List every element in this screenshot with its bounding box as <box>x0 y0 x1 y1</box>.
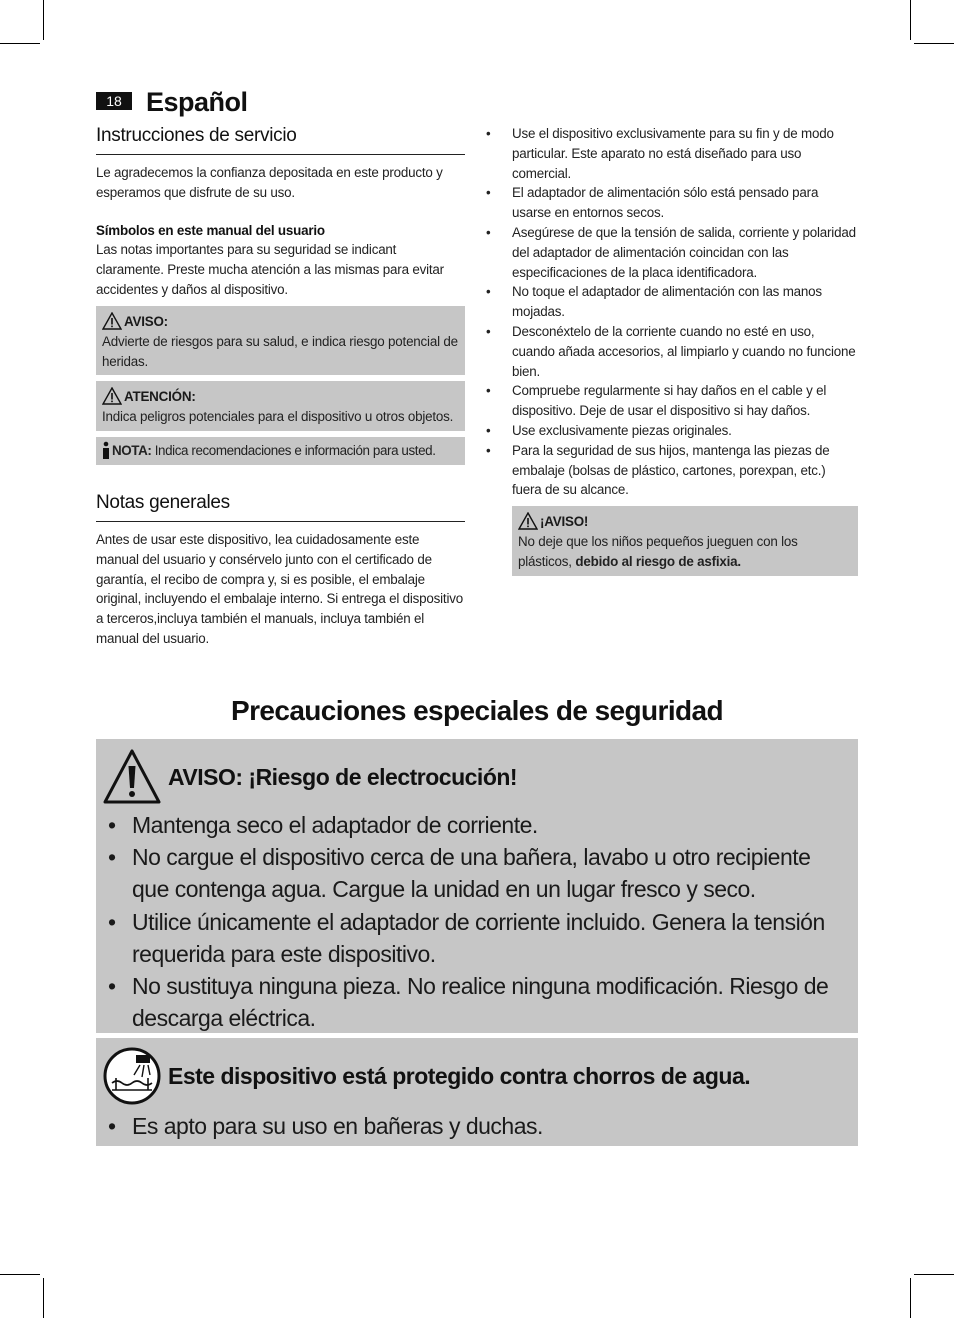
crop-mark <box>914 43 954 44</box>
precauciones-title: Precauciones especiales de seguridad <box>231 695 723 726</box>
electrocution-list <box>102 809 852 1034</box>
children-warning-label: ¡AVISO! <box>540 514 589 530</box>
warning-triangle-icon <box>102 748 162 806</box>
symbols-text: Las notas importantes para su seguridad se indicant claramente. Preste mucha atención a las mismas para evitar accidentes y daños al dispositivo. <box>96 242 444 297</box>
warning-triangle-icon <box>102 387 122 405</box>
safety-list <box>486 124 858 500</box>
water-protection-box <box>96 1038 858 1146</box>
crop-mark <box>910 0 911 40</box>
list-item: • Use exclusivamente piezas originales. <box>486 422 732 438</box>
nota-text: Indica recomendaciones e información para usted. <box>154 443 436 459</box>
right-column <box>486 124 858 576</box>
list-item: • Para la seguridad de sus hijos, mantenga las piezas de embalaje (bolsas de plástico, cartones, porexpan, etc.) fuera de su alcance. <box>486 442 830 498</box>
aviso-text: Advierte de riesgos para su salud, e indica riesgo potencial de heridas. <box>102 333 458 369</box>
water-protection-list <box>102 1110 852 1142</box>
symbols-title: Símbolos en este manual del usuario <box>96 222 325 238</box>
children-warning-box <box>512 506 858 576</box>
section-title-instrucciones: Instrucciones de servicio <box>96 124 465 155</box>
children-warning-text: No deje que los niños pequeños jueguen con los plásticos, <box>518 534 798 569</box>
list-item: • Desconéxtelo de la corriente cuando no esté en uso, cuando añada accesorios, al limpiarlo y cuando no funcione bien. <box>486 323 856 379</box>
electrocution-title: AVISO: ¡Riesgo de electrocución! <box>168 763 518 790</box>
aviso-label: AVISO: <box>124 313 168 329</box>
water-jet-protection-icon <box>102 1045 162 1107</box>
notas-text: Antes de usar este dispositivo, lea cuidadosamente este manual del usuario y consérvelo junto con el certificado de garantía, el recibo de compra y, si es posible, el embalaje original, incluyendo el embalaje interno. Si entrega el dispositivo a terceros,incluya también el manuals, incluya también el manual del usuario. <box>96 531 463 646</box>
warning-triangle-icon <box>518 512 538 530</box>
list-item: • El adaptador de alimentación sólo está pensado para usarse en entornos secos. <box>486 185 819 221</box>
crop-mark <box>0 43 40 44</box>
list-item: • No sustituya ninguna pieza. No realice ninguna modificación. Riesgo de descarga eléctrica. <box>108 973 829 1032</box>
list-item: • No cargue el dispositivo cerca de una bañera, lavabo u otro recipiente que contenga agua. Cargue la unidad en un lugar fresco y seco. <box>108 844 811 903</box>
list-item: • Mantenga seco el adaptador de corriente. <box>108 812 538 838</box>
list-item: • Compruebe regularmente si hay daños en el cable y el dispositivo. Deje de usar el dispositivo si hay daños. <box>486 383 827 419</box>
atencion-text: Indica peligros potenciales para el dispositivo u otros objetos. <box>102 409 454 425</box>
nota-box <box>96 437 465 465</box>
warning-triangle-icon <box>102 312 122 330</box>
list-item: • Es apto para su uso en bañeras y duchas. <box>108 1113 543 1139</box>
children-warning-bold: debido al riesgo de asfixia. <box>575 553 741 569</box>
left-column <box>96 124 465 649</box>
crop-mark <box>910 1278 911 1318</box>
info-icon <box>100 441 112 459</box>
section-title-notas: Notas generales <box>96 491 465 522</box>
crop-mark <box>43 0 44 40</box>
electrocution-warning-box <box>96 739 858 1033</box>
aviso-box <box>96 306 465 376</box>
crop-mark <box>0 1274 40 1275</box>
water-protection-title: Este dispositivo está protegido contra chorros de agua. <box>168 1062 751 1089</box>
intro-text: Le agradecemos la confianza depositada en este producto y esperamos que disfrute de su uso. <box>96 165 443 200</box>
crop-mark <box>43 1278 44 1318</box>
atencion-box <box>96 381 465 431</box>
nota-label: NOTA: <box>112 443 152 459</box>
list-item: • Utilice únicamente el adaptador de corriente incluido. Genera la tensión requerida para este dispositivo. <box>108 908 825 967</box>
list-item: • Use el dispositivo exclusivamente para su fin y de modo particular. Este aparato no está diseñado para uso comercial. <box>486 126 834 181</box>
crop-mark <box>914 1274 954 1275</box>
page-number: 18 <box>96 92 132 110</box>
list-item: • Asegúrese de que la tensión de salida, corriente y polaridad del adaptador de alimentación coincidan con las especificaciones de la placa identificadora. <box>486 224 856 280</box>
language-title: Español <box>146 87 248 117</box>
list-item: • No toque el adaptador de alimentación con las manos mojadas. <box>486 284 822 320</box>
atencion-label: ATENCIÓN: <box>124 389 196 405</box>
